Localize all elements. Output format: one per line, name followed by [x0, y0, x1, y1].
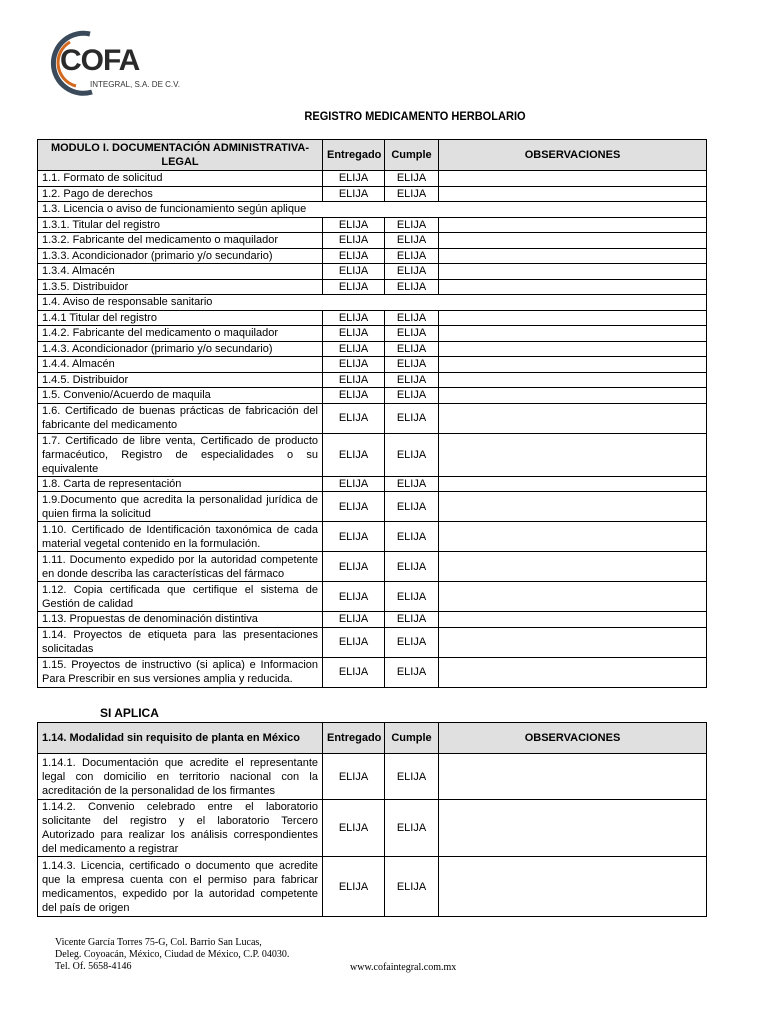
table-row	[38, 295, 707, 311]
entregado-select[interactable]: ELIJA	[323, 310, 385, 326]
row-label: 1.15. Proyectos de instructivo (si aplica) e Informacion Para Prescribir en sus versiones amplia y reducida.	[38, 657, 323, 687]
cumple-select[interactable]: ELIJA	[385, 800, 439, 857]
cumple-select[interactable]: ELIJA	[385, 612, 439, 628]
observaciones-field[interactable]	[439, 357, 707, 373]
row-label: 1.4.4. Almacén	[38, 357, 323, 373]
observaciones-field[interactable]	[439, 171, 707, 187]
entregado-select[interactable]: ELIJA	[323, 800, 385, 857]
observaciones-field[interactable]	[439, 403, 707, 433]
entregado-select[interactable]: ELIJA	[323, 612, 385, 628]
cumple-select[interactable]: ELIJA	[385, 582, 439, 612]
row-label: 1.9.Documento que acredita la personalidad jurídica de quien firma la solicitud	[38, 492, 323, 522]
entregado-select[interactable]: ELIJA	[323, 279, 385, 295]
entregado-select[interactable]: ELIJA	[323, 522, 385, 552]
cumple-select[interactable]: ELIJA	[385, 341, 439, 357]
cumple-select[interactable]: ELIJA	[385, 186, 439, 202]
table-row	[38, 310, 707, 326]
row-label: 1.3.2. Fabricante del medicamento o maquilador	[38, 233, 323, 249]
section-row-label: 1.4. Aviso de responsable sanitario	[38, 295, 707, 311]
observaciones-field[interactable]	[439, 217, 707, 233]
footer-address	[55, 937, 289, 973]
cumple-select[interactable]: ELIJA	[385, 388, 439, 404]
row-label: 1.4.3. Acondicionador (primario y/o secundario)	[38, 341, 323, 357]
entregado-select[interactable]: ELIJA	[323, 186, 385, 202]
table-header-row	[38, 140, 707, 171]
documentation-table	[37, 139, 707, 688]
observaciones-field[interactable]	[439, 492, 707, 522]
entregado-select[interactable]: ELIJA	[323, 492, 385, 522]
entregado-select[interactable]: ELIJA	[323, 476, 385, 492]
cumple-select[interactable]: ELIJA	[385, 171, 439, 187]
table-row	[38, 754, 707, 800]
table-row	[38, 388, 707, 404]
cumple-select[interactable]: ELIJA	[385, 310, 439, 326]
row-label: 1.14.1. Documentación que acredite el representante legal con domicilio en territorio nacional con la acreditación de la personalidad de los firmantes	[38, 754, 323, 800]
footer-address-line: Deleg. Coyoacán, México, Ciudad de México, C.P. 04030.	[55, 949, 290, 960]
row-label: 1.13. Propuestas de denominación distintiva	[38, 612, 323, 628]
entregado-select[interactable]: ELIJA	[323, 326, 385, 342]
row-label: 1.8. Carta de representación	[38, 476, 323, 492]
entregado-select[interactable]: ELIJA	[323, 857, 385, 917]
row-label: 1.6. Certificado de buenas prácticas de fabricación del fabricante del medicamento	[38, 403, 323, 433]
row-label: 1.14. Proyectos de etiqueta para las presentaciones solicitadas	[38, 627, 323, 657]
row-label: 1.11. Documento expedido por la autoridad competente en donde describa las características del fármaco	[38, 552, 323, 582]
observaciones-field[interactable]	[439, 341, 707, 357]
table-row	[38, 627, 707, 657]
observaciones-field[interactable]	[439, 279, 707, 295]
cumple-select[interactable]: ELIJA	[385, 264, 439, 280]
header-cumple: Cumple	[385, 723, 439, 754]
table-body	[38, 754, 707, 917]
observaciones-field[interactable]	[439, 476, 707, 492]
entregado-select[interactable]: ELIJA	[323, 627, 385, 657]
table-row	[38, 279, 707, 295]
table-row	[38, 582, 707, 612]
entregado-select[interactable]: ELIJA	[323, 233, 385, 249]
cumple-select[interactable]: ELIJA	[385, 433, 439, 476]
observaciones-field[interactable]	[439, 522, 707, 552]
observaciones-field[interactable]	[439, 310, 707, 326]
row-label: 1.7. Certificado de libre venta, Certificado de producto farmacéutico, Registro de especialidades o su equivalente	[38, 433, 323, 476]
entregado-select[interactable]: ELIJA	[323, 433, 385, 476]
table-row	[38, 357, 707, 373]
table-row	[38, 372, 707, 388]
table-row	[38, 552, 707, 582]
header-cumple: Cumple	[385, 140, 439, 171]
table-row	[38, 264, 707, 280]
row-label: 1.4.5. Distribuidor	[38, 372, 323, 388]
observaciones-field[interactable]	[439, 857, 707, 917]
cumple-select[interactable]: ELIJA	[385, 326, 439, 342]
entregado-select[interactable]: ELIJA	[323, 264, 385, 280]
section-row-label: 1.3. Licencia o aviso de funcionamiento según aplique	[38, 202, 707, 218]
row-label: 1.4.1 Titular del registro	[38, 310, 323, 326]
row-label: 1.2. Pago de derechos	[38, 186, 323, 202]
logo-subtitle: INTEGRAL, S.A. DE C.V.	[90, 80, 180, 89]
row-label: 1.3.1. Titular del registro	[38, 217, 323, 233]
observaciones-field[interactable]	[439, 552, 707, 582]
header-module: MODULO I. DOCUMENTACIÓN ADMINISTRATIVA-LEGAL	[38, 140, 323, 171]
observaciones-field[interactable]	[439, 433, 707, 476]
section-label: SI APLICA	[100, 706, 159, 720]
footer-website-link[interactable]: www.cofaintegral.com.mx	[350, 962, 457, 973]
observaciones-field[interactable]	[439, 800, 707, 857]
cumple-select[interactable]: ELIJA	[385, 552, 439, 582]
cumple-select[interactable]: ELIJA	[385, 217, 439, 233]
entregado-select[interactable]: ELIJA	[323, 403, 385, 433]
header-entregado: Entregado	[323, 140, 385, 171]
table-row	[38, 186, 707, 202]
cumple-select[interactable]: ELIJA	[385, 403, 439, 433]
observaciones-field[interactable]	[439, 186, 707, 202]
header-observaciones: OBSERVACIONES	[439, 140, 707, 171]
observaciones-field[interactable]	[439, 372, 707, 388]
table-row	[38, 248, 707, 264]
row-label: 1.4.2. Fabricante del medicamento o maquilador	[38, 326, 323, 342]
entregado-select[interactable]: ELIJA	[323, 248, 385, 264]
observaciones-field[interactable]	[439, 627, 707, 657]
table-body	[38, 171, 707, 688]
table-row	[38, 492, 707, 522]
row-label: 1.3.3. Acondicionador (primario y/o secundario)	[38, 248, 323, 264]
entregado-select[interactable]: ELIJA	[323, 754, 385, 800]
entregado-select[interactable]: ELIJA	[323, 552, 385, 582]
table-row	[38, 657, 707, 687]
observaciones-field[interactable]	[439, 754, 707, 800]
cumple-select[interactable]: ELIJA	[385, 476, 439, 492]
entregado-select[interactable]: ELIJA	[323, 341, 385, 357]
row-label: 1.14.3. Licencia, certificado o documento que acredite que la empresa cuenta con el permiso para fabricar medicamentos, expedido por la autoridad competente del país de origen	[38, 857, 323, 917]
observaciones-field[interactable]	[439, 233, 707, 249]
entregado-select[interactable]: ELIJA	[323, 388, 385, 404]
cumple-select[interactable]: ELIJA	[385, 492, 439, 522]
cumple-select[interactable]: ELIJA	[385, 279, 439, 295]
cumple-select[interactable]: ELIJA	[385, 754, 439, 800]
observaciones-field[interactable]	[439, 582, 707, 612]
observaciones-field[interactable]	[439, 388, 707, 404]
table-row	[38, 202, 707, 218]
footer-phone: Tel. Of. 5658-4146	[55, 961, 132, 972]
cumple-select[interactable]: ELIJA	[385, 357, 439, 373]
row-label: 1.10. Certificado de Identificación taxonómica de cada material vegetal contenido en la formulación.	[38, 522, 323, 552]
table-row	[38, 476, 707, 492]
entregado-select[interactable]: ELIJA	[323, 217, 385, 233]
cumple-select[interactable]: ELIJA	[385, 522, 439, 552]
table-header-row	[38, 723, 707, 754]
table-row	[38, 857, 707, 917]
row-label: 1.1. Formato de solicitud	[38, 171, 323, 187]
row-label: 1.3.5. Distribuidor	[38, 279, 323, 295]
observaciones-field[interactable]	[439, 657, 707, 687]
table-row	[38, 326, 707, 342]
table-row	[38, 433, 707, 476]
row-label: 1.12. Copia certificada que certifique el sistema de Gestión de calidad	[38, 582, 323, 612]
footer-address-line: Vicente García Torres 75-G, Col. Barrio San Lucas,	[55, 937, 262, 948]
header-observaciones: OBSERVACIONES	[439, 723, 707, 754]
table-row	[38, 233, 707, 249]
observaciones-field[interactable]	[439, 612, 707, 628]
entregado-select[interactable]: ELIJA	[323, 171, 385, 187]
table-row	[38, 217, 707, 233]
row-label: 1.3.4. Almacén	[38, 264, 323, 280]
header-entregado: Entregado	[323, 723, 385, 754]
table-row	[38, 341, 707, 357]
cumple-select[interactable]: ELIJA	[385, 372, 439, 388]
table-row	[38, 522, 707, 552]
table-row	[38, 403, 707, 433]
entregado-select[interactable]: ELIJA	[323, 657, 385, 687]
table-row	[38, 612, 707, 628]
cumple-select[interactable]: ELIJA	[385, 657, 439, 687]
cumple-select[interactable]: ELIJA	[385, 248, 439, 264]
header-modality: 1.14. Modalidad sin requisito de planta en México	[38, 723, 323, 754]
observaciones-field[interactable]	[439, 248, 707, 264]
entregado-select[interactable]: ELIJA	[323, 582, 385, 612]
company-logo	[40, 28, 190, 98]
cumple-select[interactable]: ELIJA	[385, 627, 439, 657]
modality-table	[37, 722, 707, 917]
entregado-select[interactable]: ELIJA	[323, 357, 385, 373]
row-label: 1.5. Convenio/Acuerdo de maquila	[38, 388, 323, 404]
document-title: REGISTRO MEDICAMENTO HERBOLARIO	[304, 109, 526, 123]
observaciones-field[interactable]	[439, 326, 707, 342]
row-label: 1.14.2. Convenio celebrado entre el laboratorio solicitante del registro y el laboratorio Tercero Autorizado para realizar los análisis correspondientes del medicamento a registrar	[38, 800, 323, 857]
table-row	[38, 800, 707, 857]
observaciones-field[interactable]	[439, 264, 707, 280]
table-row	[38, 171, 707, 187]
entregado-select[interactable]: ELIJA	[323, 372, 385, 388]
cumple-select[interactable]: ELIJA	[385, 233, 439, 249]
logo-name: COFA	[60, 44, 140, 77]
cumple-select[interactable]: ELIJA	[385, 857, 439, 917]
